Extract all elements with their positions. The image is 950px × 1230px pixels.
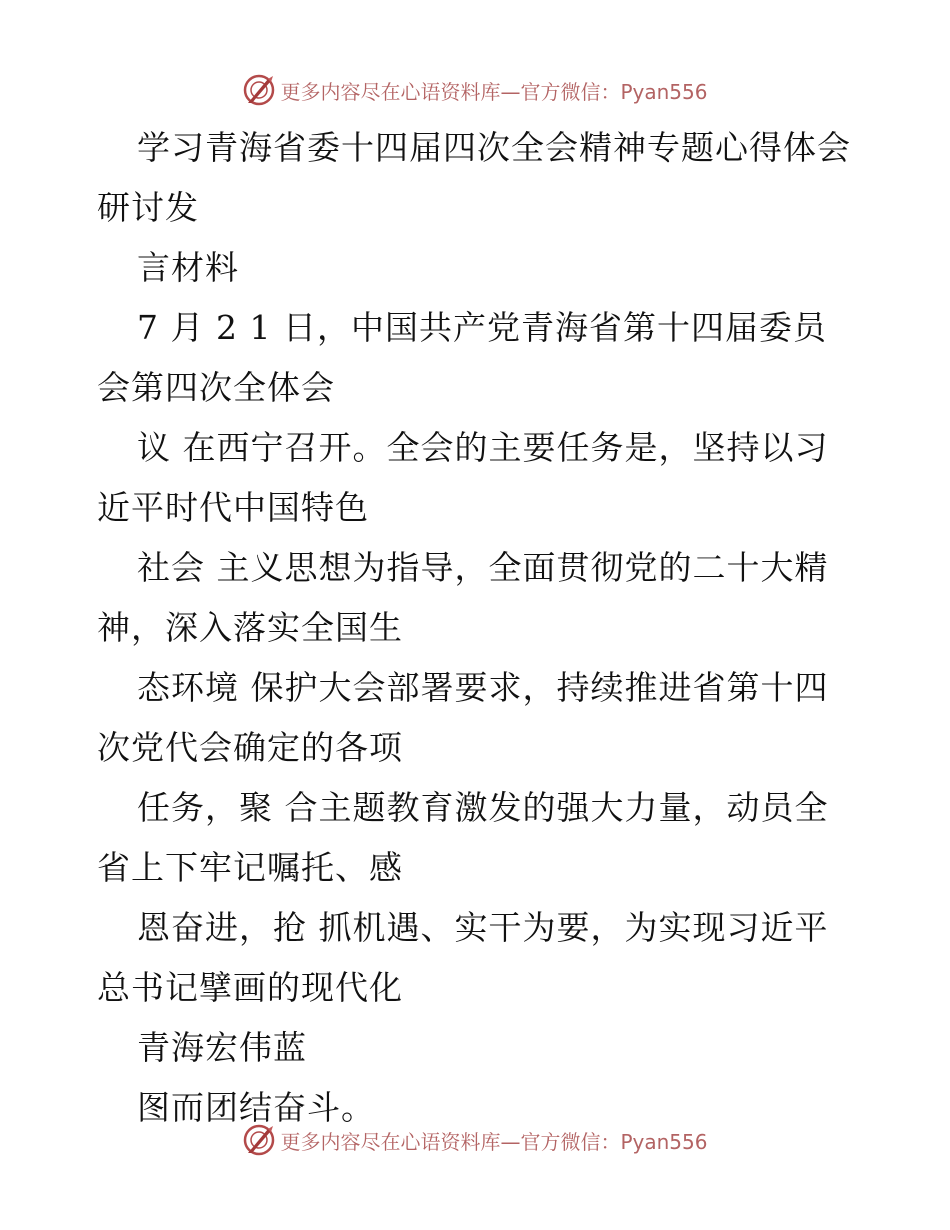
text-line: 青海宏伟蓝 <box>137 1028 307 1067</box>
text-line: 研讨发 <box>97 188 199 227</box>
quill-circle-logo-icon <box>242 73 276 107</box>
text-line: 社会 主义思想为指导，全面贯彻党的二十大精 <box>137 548 829 587</box>
text-line: 任务，聚 合主题教育激发的强大力量，动员全 <box>137 788 829 827</box>
document-body <box>97 118 857 1138</box>
footer-watermark-text: 更多内容尽在心语资料库—官方微信：Pyan556 <box>280 1129 708 1154</box>
text-line: 图而团结奋斗。 <box>137 1088 375 1127</box>
header-watermark-text: 更多内容尽在心语资料库—官方微信：Pyan556 <box>280 79 708 104</box>
text-line: 恩奋进，抢 抓机遇、实干为要，为实现习近平 <box>137 908 829 947</box>
text-line: 总书记擘画的现代化 <box>97 968 403 1007</box>
text-line: 言材料 <box>137 248 239 287</box>
header-watermark-banner <box>0 70 950 110</box>
text-line: 议 在西宁召开。全会的主要任务是，坚持以习 <box>137 428 829 467</box>
text-line: 7 月 2 1 日，中国共产党青海省第十四届委员 <box>137 308 827 347</box>
text-line: 学习青海省委十四届四次全会精神专题心得体会 <box>137 128 851 167</box>
text-line: 次党代会确定的各项 <box>97 728 403 767</box>
text-line: 神，深入落实全国生 <box>97 608 403 647</box>
text-line: 近平时代中国特色 <box>97 488 369 527</box>
text-line: 省上下牢记嘱托、感 <box>97 848 403 887</box>
quill-circle-logo-icon <box>242 1123 276 1157</box>
footer-watermark-banner <box>0 1120 950 1160</box>
text-line: 会第四次全体会 <box>97 368 335 407</box>
text-line: 态环境 保护大会部署要求，持续推进省第十四 <box>137 668 829 707</box>
